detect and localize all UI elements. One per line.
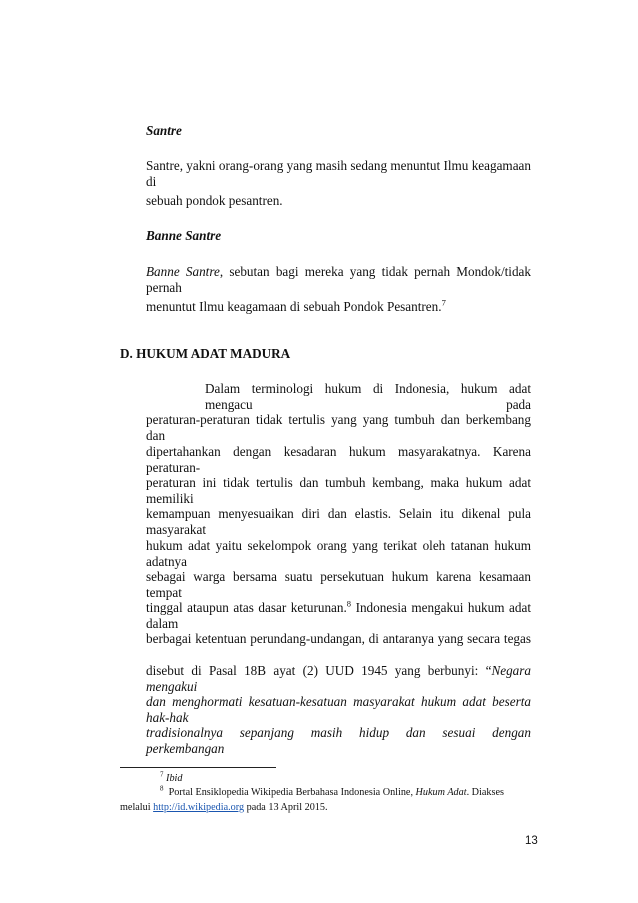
paragraph-line: peraturan ini tidak tertulis dan tumbuh kembang, maka hukum adat memiliki: [146, 475, 531, 506]
footnote-ref-7: 7: [441, 297, 446, 308]
line10-quote: Negara mengakui: [146, 663, 531, 694]
footnote-7-text: Ibid: [166, 773, 183, 784]
santre-definition-line1: Santre, yakni orang-orang yang masih sedang menuntut Ilmu keagamaan di: [146, 158, 531, 189]
page-number: 13: [525, 835, 538, 847]
banne-definition-line2: [146, 299, 446, 315]
paragraph-line: dipertahankan dengan kesadaran hukum masyarakatnya. Karena peraturan-: [146, 444, 531, 475]
line8-end: Indonesia mengakui hukum adat dalam: [146, 600, 531, 631]
term-santre: Santre: [146, 123, 182, 138]
line8-start: tinggal ataupun atas dasar keturunan.: [146, 600, 347, 615]
paragraph-line: berbagai ketentuan perundang-undangan, di antaranya yang secara tegas: [146, 631, 531, 646]
footnote-ref-8: 8: [346, 598, 352, 609]
section-heading: D. HUKUM ADAT MADURA: [120, 346, 291, 361]
footnote-8-suffix: pada 13 April 2015.: [244, 802, 328, 813]
footnote-8-number: 8: [160, 784, 164, 793]
footnote-8-text-end: . Diakses: [466, 787, 504, 798]
banne-term-inline: Banne Santre: [146, 264, 220, 279]
footnote-8-text: Portal Ensiklopedia Wikipedia Berbahasa Indonesia Online,: [168, 787, 416, 798]
paragraph-line: kemampuan menyesuaikan diri dan elastis. Selain itu dikenal pula masyarakat: [146, 506, 531, 537]
paragraph-line: [146, 663, 531, 695]
paragraph-line: sebagai warga bersama suatu persekutuan hukum karena kesamaan tempat: [146, 569, 531, 600]
footnote-separator: [120, 767, 276, 768]
banne-definition-line1: [146, 264, 531, 296]
banne-definition-rest: , sebutan bagi mereka yang tidak pernah Mondok/tidak pernah: [146, 264, 531, 295]
footnote-8-prefix: melalui: [120, 802, 154, 813]
paragraph-line: [146, 600, 531, 632]
term-banne-santre: Banne Santre: [146, 228, 222, 243]
paragraph-line: hukum adat yaitu sekelompok orang yang terikat oleh tatanan hukum adatnya: [146, 538, 531, 569]
paragraph-line: peraturan-peraturan tidak tertulis yang yang tumbuh dan berkembang dan: [146, 412, 531, 443]
banne-definition-text: menuntut Ilmu keagamaan di sebuah Pondok Pesantren.: [146, 299, 442, 314]
paragraph-line-quote: tradisionalnya sepanjang masih hidup dan sesuai dengan perkembangan: [146, 725, 531, 756]
santre-definition-line2: sebuah pondok pesantren.: [146, 193, 283, 208]
footnote-8-title: Hukum Adat: [415, 787, 467, 798]
wikipedia-link[interactable]: http://id.wikipedia.org: [153, 802, 245, 813]
footnote-7-number: 7: [160, 770, 164, 779]
paragraph-line: Dalam terminologi hukum di Indonesia, hukum adat mengacu pada: [205, 381, 531, 412]
line10-start: disebut di Pasal 18B ayat (2) UUD 1945 yang berbunyi: “: [146, 663, 492, 678]
footnote-8-line1: [160, 786, 504, 799]
footnote-7: [160, 772, 182, 785]
footnote-8-line2: [120, 801, 328, 814]
paragraph-line-quote: dan menghormati kesatuan-kesatuan masyarakat hukum adat beserta hak-hak: [146, 694, 531, 725]
